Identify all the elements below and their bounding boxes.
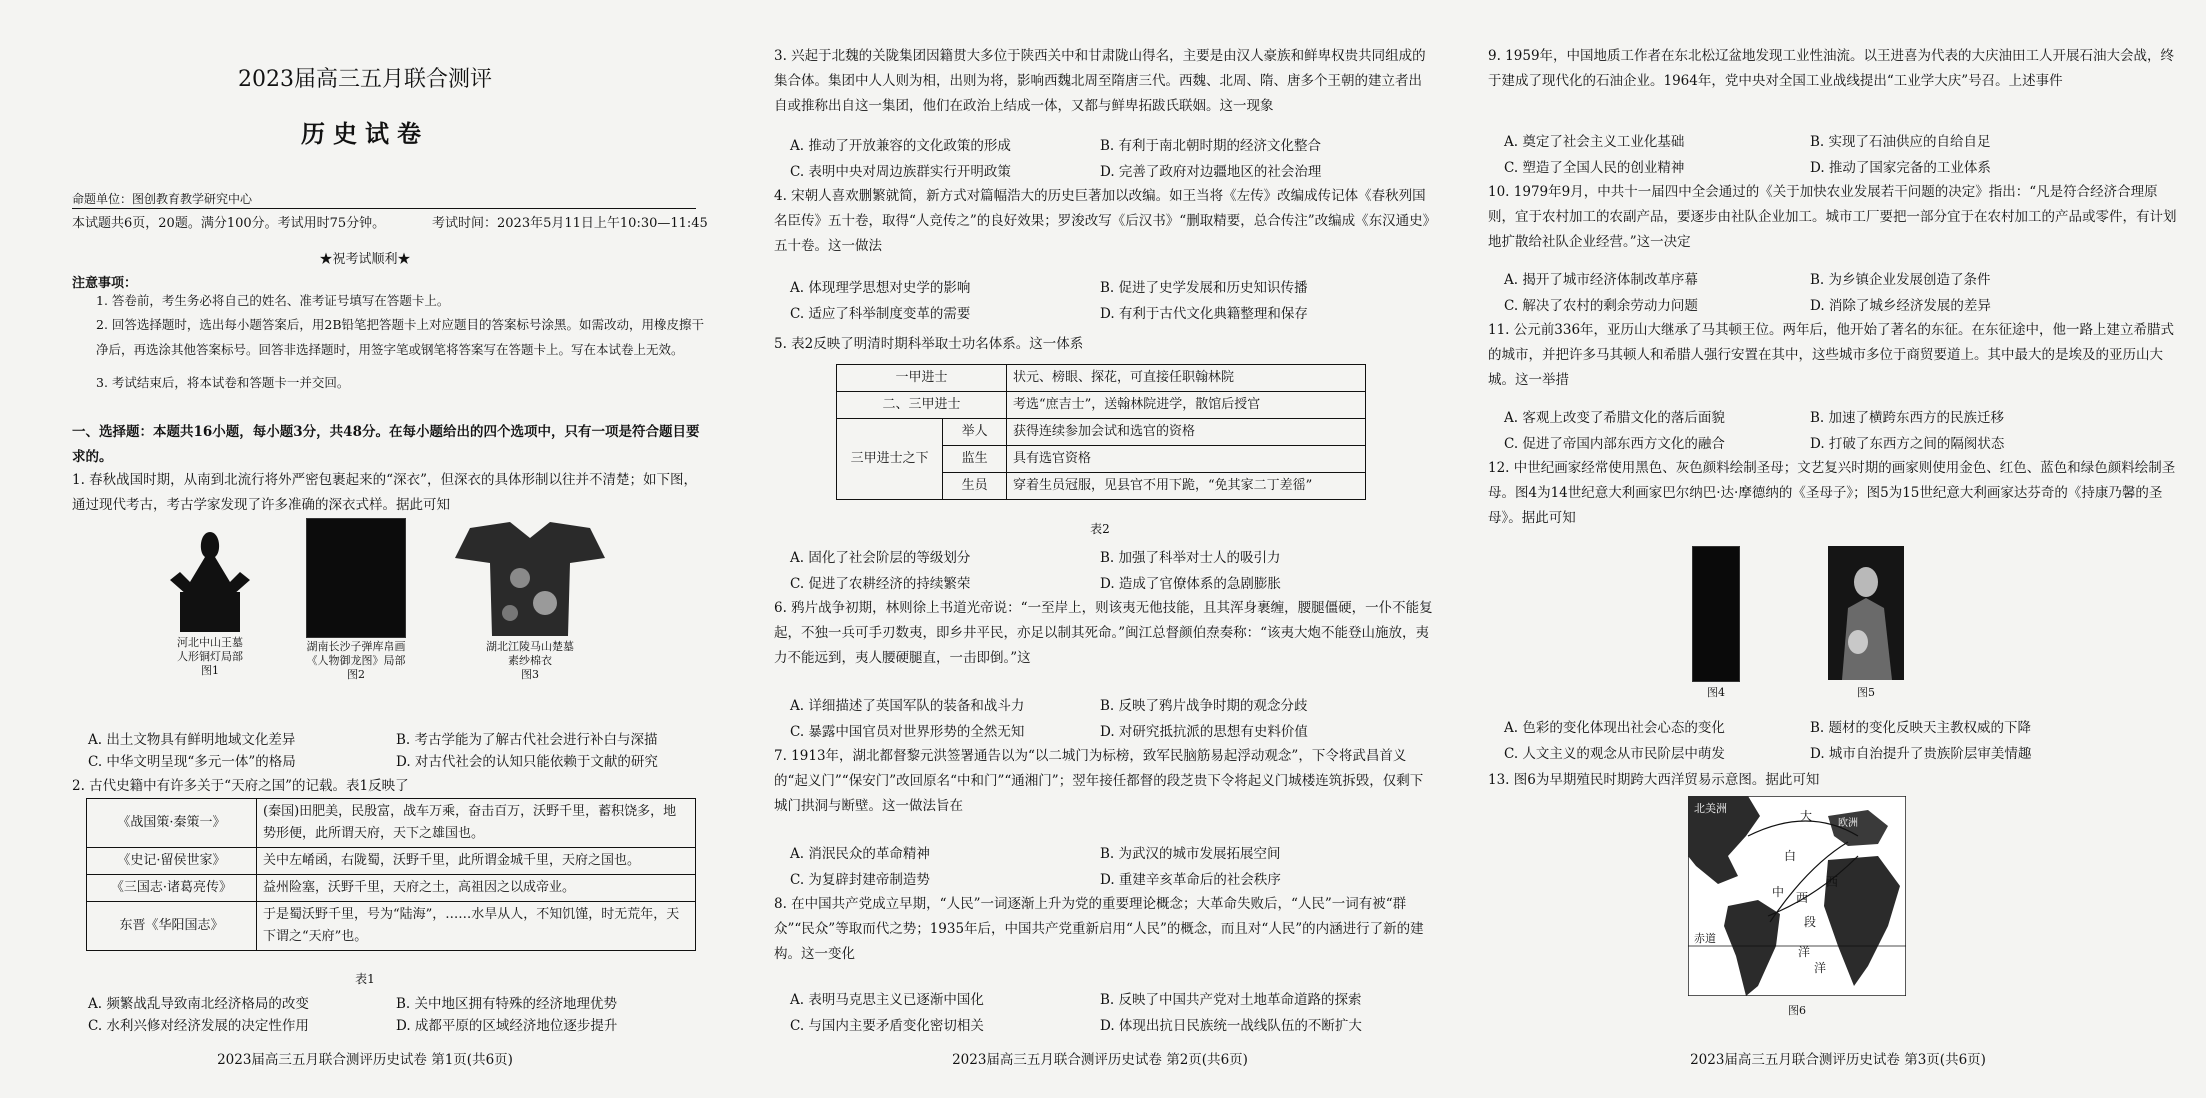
q6-option-a[interactable]: A. 详细描述了英国军队的装备和战斗力	[790, 698, 1025, 714]
q5-option-b[interactable]: B. 加强了科举对士人的吸引力	[1100, 550, 1281, 566]
map-label-yang: 洋	[1798, 945, 1811, 959]
question-8: 8. 在中国共产党成立早期，“人民”一词逐渐上升为党的重要理论概念；大革命失败后，“人民”一词有被“群众”“民众”等取而代之势；1935年后，中国共产党重新启用“人民”的概念，而且对“人民”的内涵进行了新的建构。这一变化	[774, 896, 1424, 962]
q2-option-a[interactable]: A. 频繁战乱导致南北经济格局的改变	[88, 996, 309, 1012]
q9-option-c[interactable]: C. 塑造了全国人民的创业精神	[1504, 160, 1685, 176]
table-cell: (秦国)田肥美，民殷富，战车万乘，奋击百万，沃野千里，蓄积饶多，地势形便，此所谓天府，天下之雄国也。	[257, 799, 696, 848]
q3-option-d[interactable]: D. 完善了政府对边疆地区的社会治理	[1100, 164, 1322, 180]
exam-title: 2023届高三五月联合测评	[238, 67, 492, 92]
question-3: 3. 兴起于北魏的关陇集团因籍贯大多位于陕西关中和甘肃陇山得名，主要是由汉人豪族和鲜卑权贵共同组成的集合体。集团中人人则为相，出则为将，影响西魏北周至隋唐三代。西魏、北周、隋、唐多个王朝的建立者出自或推称出自这一集团，他们在政治上结成一体，又都与鲜卑拓跋氏联姻。这一现象	[774, 48, 1426, 114]
q12-option-a[interactable]: A. 色彩的变化体现出社会心态的变化	[1504, 720, 1725, 736]
q2-option-c[interactable]: C. 水利兴修对经济发展的决定性作用	[88, 1018, 309, 1034]
q12-option-c[interactable]: C. 人文主义的观念从市民阶层中萌发	[1504, 746, 1725, 762]
question-4: 4. 宋朝人喜欢删繁就简，新方式对篇幅浩大的历史巨著加以改编。如王当将《左传》改编成传记体《春秋列国名臣传》五十卷，取得“人竞传之”的良好效果；罗浚改写《后汉书》“删取精要，总合传注”改编成《东汉通史》五十卷。这一做法	[774, 188, 1430, 254]
figure-5-caption: 图5	[1857, 686, 1875, 699]
figure-1-lamp	[150, 522, 270, 632]
q6-option-d[interactable]: D. 对研究抵抗派的思想有史料价值	[1100, 724, 1308, 740]
q12-option-d[interactable]: D. 城市自治提升了贵族阶层审美情趣	[1810, 746, 2032, 762]
table-cell: 穿着生员冠服，见县官不用下跪，“免其家二丁差徭”	[1007, 473, 1366, 500]
q7-option-c[interactable]: C. 为复辟封建帝制造势	[790, 872, 930, 888]
table-cell: 东晋《华阳国志》	[87, 902, 257, 951]
table-1	[86, 798, 696, 951]
table-cell: 《战国策·秦策一》	[87, 799, 257, 848]
map-label-white: 白	[1784, 849, 1797, 863]
table-row	[837, 392, 1366, 419]
table-cell: 具有选官资格	[1007, 446, 1366, 473]
q6-option-b[interactable]: B. 反映了鸦片战争时期的观念分歧	[1100, 698, 1308, 714]
map-label-north-america: 北美洲	[1694, 802, 1727, 815]
table-cell: 举人	[943, 419, 1007, 446]
table-cell: 关中左崤函，右陇蜀，沃野千里，此所谓金城千里，天府之国也。	[257, 848, 696, 875]
table-cell: 一甲进士	[837, 365, 1007, 392]
q8-option-b[interactable]: B. 反映了中国共产党对土地革命道路的探索	[1100, 992, 1362, 1008]
q3-option-c[interactable]: C. 表明中央对周边族群实行开明政策	[790, 164, 1011, 180]
table-row	[837, 419, 1366, 446]
q4-option-b[interactable]: B. 促进了史学发展和历史知识传播	[1100, 280, 1308, 296]
question-1: 1. 春秋战国时期，从南到北流行将外严密包裹起来的“深衣”，但深衣的具体形制以往并不清楚；如下图，通过现代考古，考古学家发现了许多准确的深衣式样。据此可知	[72, 472, 697, 513]
map-label-mid: 中	[1772, 885, 1785, 899]
question-13: 13. 图6为早期殖民时期跨大西洋贸易示意图。据此可知	[1488, 772, 1820, 788]
table-cell: 三甲进士之下	[837, 419, 943, 500]
question-10: 10. 1979年9月，中共十一届四中全会通过的《关于加快农业发展若干问题的决定》指出：“凡是符合经济合理原则，宜于农村加工的农副产品，要逐步由社队企业加工。城市工厂要把一部分宜于在农村加工的产品或零件，有计划地扩散给社队企业经营。”这一决定	[1488, 184, 2177, 250]
figure-3-caption: 湖北江陵马山楚墓 素纱棉衣 图3	[486, 640, 574, 681]
page-1	[0, 0, 730, 1098]
q11-option-d[interactable]: D. 打破了东西方之间的隔阂状态	[1810, 436, 2005, 452]
good-luck: ★祝考试顺利★	[319, 252, 411, 267]
question-6: 6. 鸦片战争初期，林则徐上书道光帝说：“一至岸上，则该夷无他技能，且其浑身裹缠，腰腿僵硬，一仆不能复起，不独一兵可手刃数夷，即乡井平民，亦足以制其死命。”闽江总督颜伯焘奏称：“该夷大炮不能登山施放，夷力不能远到，夷人腰硬腿直，一击即倒。”这	[774, 600, 1433, 666]
exam-subject: 历史试卷	[301, 119, 429, 148]
table-1-caption: 表1	[355, 972, 375, 986]
figure-6-caption: 图6	[1788, 1004, 1806, 1017]
q5-option-a[interactable]: A. 固化了社会阶层的等级划分	[790, 550, 971, 566]
figure-2-painting	[306, 518, 406, 638]
q7-option-b[interactable]: B. 为武汉的城市发展拓展空间	[1100, 846, 1281, 862]
table-row	[837, 365, 1366, 392]
q6-option-c[interactable]: C. 暴露中国官员对世界形势的全然无知	[790, 724, 1025, 740]
q8-option-d[interactable]: D. 体现出抗日民族统一战线队伍的不断扩大	[1100, 1018, 1362, 1034]
table-row	[87, 902, 696, 951]
table-cell: 二、三甲进士	[837, 392, 1007, 419]
q1-option-a[interactable]: A. 出土文物具有鲜明地域文化差异	[88, 732, 296, 748]
q3-option-b[interactable]: B. 有利于南北朝时期的经济文化整合	[1100, 138, 1322, 154]
q1-option-d[interactable]: D. 对古代社会的认知只能依赖于文献的研究	[396, 754, 658, 770]
q9-option-d[interactable]: D. 推动了国家完备的工业体系	[1810, 160, 1991, 176]
q10-option-a[interactable]: A. 揭开了城市经济体制改革序幕	[1504, 272, 1698, 288]
q8-option-c[interactable]: C. 与国内主要矛盾变化密切相关	[790, 1018, 984, 1034]
q1-option-c[interactable]: C. 中华文明呈现“多元一体”的格局	[88, 754, 296, 770]
table-2	[836, 364, 1366, 500]
figure-2-caption: 湖南长沙子弹库帛画 《人物御龙图》局部 图2	[306, 640, 406, 681]
q3-option-a[interactable]: A. 推动了开放兼容的文化政策的形成	[790, 138, 1011, 154]
q9-option-a[interactable]: A. 奠定了社会主义工业化基础	[1504, 134, 1685, 150]
q7-option-d[interactable]: D. 重建辛亥革命后的社会秩序	[1100, 872, 1281, 888]
figure-4-painting	[1692, 546, 1740, 682]
table-row	[87, 875, 696, 902]
q7-option-a[interactable]: A. 消泯民众的革命精神	[790, 846, 930, 862]
q1-option-b[interactable]: B. 考古学能为了解古代社会进行补白与深描	[396, 732, 658, 748]
figure-6-map	[1688, 796, 1906, 996]
q12-option-b[interactable]: B. 题材的变化反映天主教权威的下降	[1810, 720, 2032, 736]
map-label-ocean-1: 大	[1800, 809, 1813, 823]
table-cell: 《史记·留侯世家》	[87, 848, 257, 875]
map-label-equator: 赤道	[1694, 932, 1716, 945]
question-2: 2. 古代史籍中有许多关于“天府之国”的记载。表1反映了	[72, 778, 409, 794]
question-12: 12. 中世纪画家经常使用黑色、灰色颜料绘制圣母；文艺复兴时期的画家则使用金色、红色、蓝色和绿色颜料绘制圣母。图4为14世纪意大利画家巴尔纳巴·达·摩德纳的《圣母子》；图5为15世纪意大利画家达芬奇的《持康乃馨的圣母》。据此可知	[1488, 460, 2176, 526]
table-cell: 监生	[943, 446, 1007, 473]
q11-option-c[interactable]: C. 促进了帝国内部东西方文化的融合	[1504, 436, 1725, 452]
q4-option-c[interactable]: C. 适应了科举制度变革的需要	[790, 306, 971, 322]
map-label-ocean-2: 西	[1826, 875, 1839, 889]
table-cell: 获得连续参加会试和选官的资格	[1007, 419, 1366, 446]
question-5: 5. 表2反映了明清时期科举取士功名体系。这一体系	[774, 336, 1084, 352]
page-2	[740, 0, 1460, 1098]
divider	[72, 208, 696, 209]
notice-2: 2. 回答选择题时，选出每小题答案后，用2B铅笔把答题卡上对应题目的答案标号涂黑。如需改动，用橡皮擦干净后，再选涂其他答案标号。回答非选择题时，用签字笔或钢笔将答案写在答题卡上。写在本试卷上无效。	[96, 317, 705, 357]
page-3	[1470, 0, 2206, 1098]
q4-option-d[interactable]: D. 有利于古代文化典籍整理和保存	[1100, 306, 1308, 322]
notice-heading: 注意事项：	[72, 276, 138, 291]
page-3-footer: 2023届高三五月联合测评历史试卷 第3页(共6页)	[1690, 1052, 1986, 1068]
table-cell: 状元、榜眼、探花，可直接任职翰林院	[1007, 365, 1366, 392]
table-2-caption: 表2	[1090, 522, 1110, 536]
exam-info-left: 本试题共6页，20题。满分100分。考试用时75分钟。	[72, 216, 386, 231]
q10-option-b[interactable]: B. 为乡镇企业发展创造了条件	[1810, 272, 1991, 288]
table-cell: 于是蜀沃野千里，号为“陆海”，……水旱从人，不知饥馑，时无荒年，天下谓之“天府”也。	[257, 902, 696, 951]
author-unit: 命题单位：图创教育教学研究中心	[72, 192, 253, 206]
map-label-route: 段	[1804, 915, 1817, 929]
map-label-ocean-3: 洋	[1814, 961, 1827, 975]
q10-option-c[interactable]: C. 解决了农村的剩余劳动力问题	[1504, 298, 1698, 314]
q2-option-b[interactable]: B. 关中地区拥有特殊的经济地理优势	[396, 996, 618, 1012]
table-cell: 《三国志·诸葛亮传》	[87, 875, 257, 902]
q11-option-a[interactable]: A. 客观上改变了希腊文化的落后面貌	[1504, 410, 1725, 426]
q5-option-d[interactable]: D. 造成了官僚体系的急剧膨胀	[1100, 576, 1281, 592]
q11-option-b[interactable]: B. 加速了横跨东西方的民族迁移	[1810, 410, 2005, 426]
page-1-footer: 2023届高三五月联合测评历史试卷 第1页(共6页)	[217, 1052, 513, 1068]
map-label-west: 西	[1796, 891, 1809, 905]
table-row	[87, 848, 696, 875]
section-heading: 一、选择题：本题共16小题，每小题3分，共48分。在每小题给出的四个选项中，只有一项是符合题目要求的。	[72, 424, 700, 465]
q2-option-d[interactable]: D. 成都平原的区域经济地位逐步提升	[396, 1018, 618, 1034]
notice-1: 1. 答卷前，考生务必将自己的姓名、准考证号填写在答题卡上。	[96, 293, 450, 308]
notice-3: 3. 考试结束后，将本试卷和答题卡一并交回。	[96, 375, 350, 390]
table-cell: 益州险塞，沃野千里，天府之土，高祖因之以成帝业。	[257, 875, 696, 902]
map-label-europe: 欧洲	[1838, 818, 1858, 829]
figure-4-caption: 图4	[1707, 686, 1725, 699]
figure-3-robe	[450, 518, 610, 638]
q8-option-a[interactable]: A. 表明马克思主义已逐渐中国化	[790, 992, 984, 1008]
figure-1-caption: 河北中山王墓 人形铜灯局部 图1	[177, 636, 243, 677]
table-row	[87, 799, 696, 848]
q4-option-a[interactable]: A. 体现理学思想对史学的影响	[790, 280, 971, 296]
q10-option-d[interactable]: D. 消除了城乡经济发展的差异	[1810, 298, 1991, 314]
q5-option-c[interactable]: C. 促进了农耕经济的持续繁荣	[790, 576, 971, 592]
question-7: 7. 1913年，湖北都督黎元洪签署通告以为“以二城门为标榜，致军民脑筋易起浮动观念”，下令将武昌首义的“起义门”“保安门”改回原名“中和门”“通湘门”；翌年接任都督的段芝贵下令将起义门城楼连筑拆毁，仅剩下城门拱洞与断壁。这一做法旨在	[774, 748, 1424, 814]
question-11: 11. 公元前336年，亚历山大继承了马其顿王位。两年后，他开始了著名的东征。在东征途中，他一路上建立希腊式的城市，并把许多马其顿人和希腊人强行安置在其中，这些城市多位于商贸要道上。其中最大的是埃及的亚历山大城。这一举措	[1488, 322, 2175, 388]
table-cell: 考选“庶吉士”，送翰林院进学，散馆后授官	[1007, 392, 1366, 419]
question-9: 9. 1959年，中国地质工作者在东北松辽盆地发现工业性油流。以王进喜为代表的大庆油田工人开展石油大会战，终于建成了现代化的石油企业。1964年，党中央对全国工业战线提出“工业学大庆”号召。上述事件	[1488, 48, 2175, 89]
q9-option-b[interactable]: B. 实现了石油供应的自给自足	[1810, 134, 1991, 150]
page-2-footer: 2023届高三五月联合测评历史试卷 第2页(共6页)	[952, 1052, 1248, 1068]
figure-5-painting	[1828, 546, 1904, 680]
exam-info-right: 考试时间：2023年5月11日上午10:30—11:45	[432, 216, 708, 231]
table-cell: 生员	[943, 473, 1007, 500]
